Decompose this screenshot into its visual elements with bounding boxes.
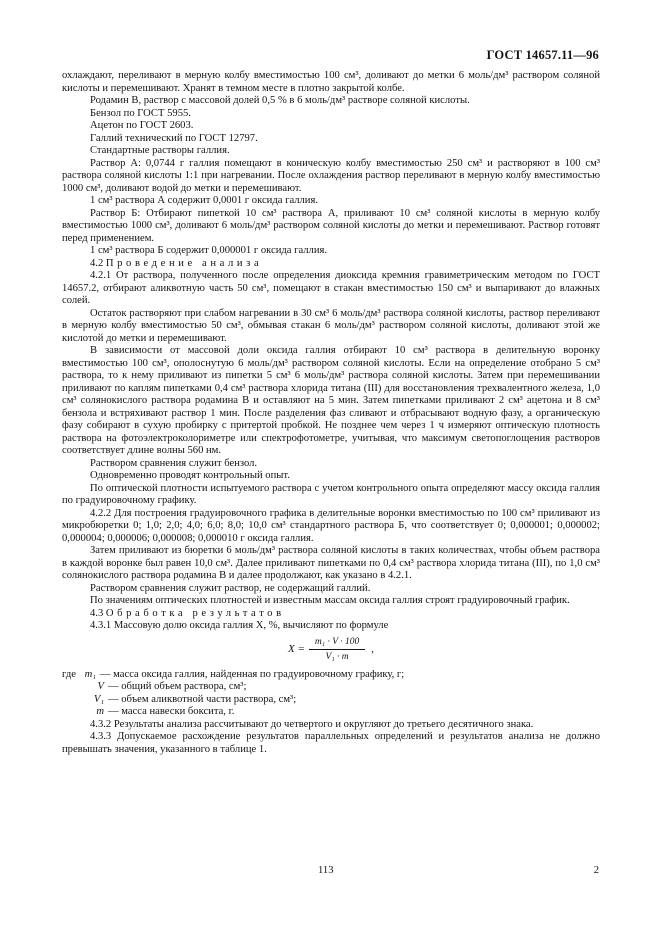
paragraph: 1 см³ раствора А содержит 0,0001 г оксида галлия. (90, 195, 318, 206)
formula-fraction (309, 636, 365, 664)
section-heading (62, 258, 600, 271)
where-description: — масса навески боксита, г. (108, 706, 235, 717)
where-intro: где (62, 668, 76, 680)
section-number: 4.2 (90, 257, 104, 269)
where-row (62, 669, 600, 682)
paragraph: Раствор А: 0,0744 г галлия помещают в коническую колбу вместимостью 250 см³ и растворяют в 100 см³ раствора соляной кислоты 1:1 при нагревании. После охлаждения раствор переливают в мерную колбу вместимостью 1000 см³, доливают водой до метки и перемешивают. (62, 157, 600, 194)
document-body (62, 70, 600, 756)
section-heading (62, 608, 600, 621)
section-title: Обработка результатов (105, 607, 285, 619)
where-row (84, 681, 600, 694)
paragraph: 4.3.1 Массовую долю оксида галлия X, %, вычисляют по формуле (90, 620, 389, 631)
where-row (84, 694, 600, 707)
paragraph: 4.3.3 Допускаемое расхождение результатов параллельных определений и результатов анализа не должно превышать значения, указанного в таблице 1. (62, 731, 600, 755)
paragraph: охлаждают, переливают в мерную колбу вместимостью 100 см³, доливают до метки 6 моль/дм³ раствором соляной кислоты и перемешивают. Хранят в темном месте в плотно закрытой колбе. (62, 70, 600, 94)
paragraph: Затем приливают из бюретки 6 моль/дм³ раствора соляной кислоты в таких количествах, чтобы объем раствора в каждой воронке был равен 10,0 см³. Далее приливают пипетками по 0,4 см³ раствора хлорида титана (III), по 1,0 см³ солянокислого раствора родамина В и далее продолжают, как указано в 4.2.1. (62, 545, 600, 581)
formula-trail: , (371, 643, 374, 656)
section-title: Проведение анализа (105, 257, 263, 269)
where-symbol: V (97, 681, 104, 692)
where-symbol: m (96, 706, 104, 717)
paragraph: По оптической плотности испытуемого раствора с учетом контрольного опыта определяют массу оксида галлия по градуировочному графику. (62, 482, 600, 506)
paragraph: Ацетон по ГОСТ 2603. (90, 120, 194, 131)
where-symbol: m₁ (84, 668, 96, 680)
sheet-number: 2 (593, 865, 599, 876)
formula-numerator: m₁ · V · 100 (309, 636, 365, 651)
paragraph: Раствор Б: Отбирают пипеткой 10 см³ раствора А, приливают 10 см³ соляной кислоты в мерную колбу вместимостью 1000 см³, доливают 6 моль/дм³ раствором соляной кислоты до метки и перемешивают. Раствор готовят перед применением. (62, 207, 600, 244)
paragraph: Бензол по ГОСТ 5955. (90, 107, 191, 119)
section-number: 4.3 (90, 607, 104, 619)
paragraph: 1 см³ раствора Б содержит 0,000001 г оксида галлия. (90, 245, 328, 256)
where-description: — общий объем раствора, см³; (108, 681, 247, 692)
paragraph: Раствором сравнения служит бензол. (90, 457, 258, 469)
paragraph: Раствором сравнения служит раствор, не содержащий галлий. (90, 582, 371, 594)
paragraph: 4.2.1 От раствора, полученного после определения диоксида кремния гравиметрическим методом по ГОСТ 14657.2, отбирают аликвотную часть 50 см³, помещают в стакан вместимостью 150 см³ и выпаривают до влажных солей. (62, 270, 600, 306)
paragraph: 4.2.2 Для построения градуировочного графика в делительные воронки вместимостью по 100 см³ приливают из микробюретки 0; 1,0; 2,0; 4,0; 6,0; 8,0; 10,0 см³ стандартного раствора Б, что соответствует 0; 0,000001; 0,000002; 0,000004; 0,000006; 0,000008; 0,000010 г оксида галлия. (62, 507, 600, 544)
paragraph: В зависимости от массовой доли оксида галлия отбирают 10 см³ раствора в делительную воронку вместимостью 100 см³, ополоснутую 6 моль/дм³ раствором соляной кислоты. Если на определение отобрано 5 см³ раствора, то к нему приливают из пипетки 5 см³ 6 моль/дм³ раствора соляной кислоты. Затем при перемешивании приливают по каплям пипетками 0,4 см³ раствора хлорида титана (III) для восстановления трехвалентного железа, 1,0 см³ солянокислого раствора родамина В и оставляют на 5 мин. Затем пипетками приливают 2 см³ ацетона и 8 см³ бензола и встряхивают раствор 1 мин. После разделения фаз сливают и отбрасывают водную фазу, а органическую фазу собирают в сухую пробирку с притертой пробкой. Не позднее чем через 1 ч измеряют оптическую плотность раствора на фотоэлектроколориметре или спектрофотометре, учитывая, что максимум светопоглощения растворов соответствует длине волны 560 нм. (62, 345, 600, 456)
document-header: ГОСТ 14657.11—96 (486, 48, 599, 62)
formula (62, 635, 600, 665)
paragraph: Остаток растворяют при слабом нагревании в 30 см³ 6 моль/дм³ раствора соляной кислоты, раствор переливают в мерную колбу вместимостью 50 см³, обмывая стакан 6 моль/дм³ раствором соляной кислоты, доливают этой же кислотой до метки и перемешивают. (62, 307, 600, 344)
paragraph: Одновременно проводят контрольный опыт. (90, 470, 290, 481)
paragraph: По значениям оптических плотностей и известным массам оксида галлия строят градуировочный график. (90, 595, 570, 606)
paragraph: Галлий технический по ГОСТ 12797. (90, 132, 258, 144)
formula-lhs: X = (288, 643, 305, 656)
page-number: 113 (318, 865, 334, 876)
where-description: — масса оксида галлия, найденная по градуировочному графику, г; (99, 668, 405, 680)
formula-denominator: V₁ · m (325, 652, 349, 662)
where-row (84, 706, 600, 719)
paragraph: 4.3.2 Результаты анализа рассчитывают до четвертого и округляют до третьего десятичного знака. (90, 718, 534, 730)
paragraph: Родамин В, раствор с массовой долей 0,5 % в 6 моль/дм³ растворе соляной кислоты. (90, 95, 470, 106)
where-description: — объем аликвотной части раствора, см³; (108, 693, 297, 705)
paragraph: Стандартные растворы галлия. (90, 145, 230, 156)
where-symbol: V₁ (93, 693, 104, 705)
